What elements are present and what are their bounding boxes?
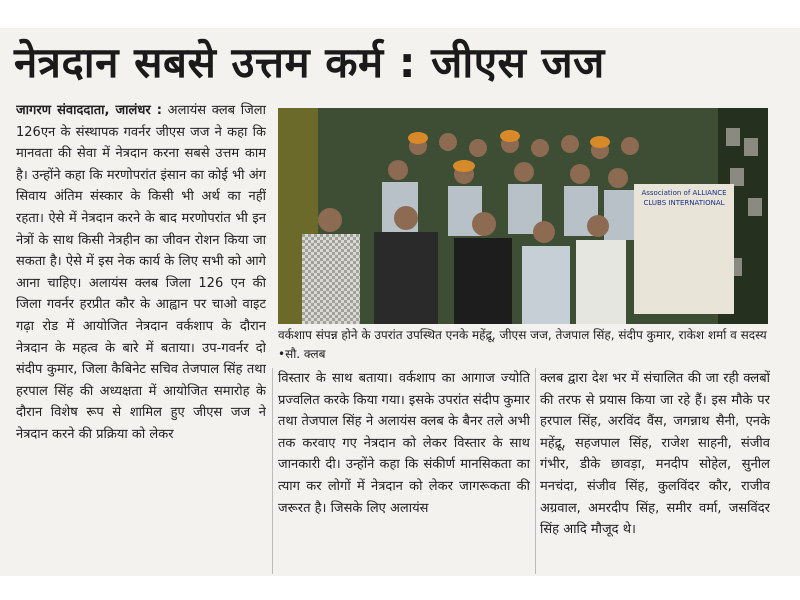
column-2-text: विस्तार के साथ बताया। वर्कशाप का आगाज ज्योति प्रज्वलित करके किया गया। इसके उपरांत संदीप कुमार तथा तेजपाल सिंह ने अलायंस क्लब के बैनर तले अभी तक करवाए गए नेत्रदान को लेकर विस्तार के साथ जानकारी दी। उन्होंने कहा कि संकीर्ण मानसिकता का त्याग कर लोगों में नेत्रदान को लेकर जागरूकता की जरूरत है। जिसके लिए अलायंस [278,371,530,516]
reporter-credit: जागरण संवाददाता, जालंधर : [16,103,162,118]
article-column-2 [278,368,530,574]
headline: नेत्रदान सबसे उत्तम कर्म : जीएस जज [14,38,605,87]
column-divider [535,368,536,574]
article-column-3 [540,368,770,574]
article-column-1 [16,100,266,574]
column-3-text: क्लब द्वारा देश भर में संचालित की जा रही क्लबों की तरफ से प्रयास किया जा रहे हैं। इस मौके पर हरपाल सिंह, अरविंद वैंस, जगन्नाथ सैनी, एनके महेंद्रू, सहजपाल सिंह, राजेश साहनी, संजीव गंभीर, डीके छावड़ा, मनदीप सोहेल, सुनील मनचंदा, संजीव सिंह, कुलविंदर कौर, राजीव अग्रवाल, अमरदीप सिंह, समीर वर्मा, जसविंदर सिंह आदि मौजूद थे। [540,371,770,538]
column-divider [272,368,273,574]
photo-caption: वर्कशाप संपन्न होने के उपरांत उपस्थित एनके महेंद्रू, जीएस जज, तेजपाल सिंह, संदीप कुमार, राकेश शर्मा व सदस्य •सौ. क्लब [278,328,767,361]
newspaper-clipping [0,28,800,576]
column-1-text: अलायंस क्लब जिला 126एन के संस्थापक गवर्नर जीएस जज ने कहा कि मानवता की सेवा में नेत्रदान करना सबसे उत्तम काम है। उन्होंने कहा कि मरणोपरांत इंसान का कोई भी अंग सिवाय अंतिम संस्कार के किसी भी अर्थ का नहीं रहता। ऐसे में नेत्रदान करने के बाद मरणोपरांत भी इन नेत्रों के साथ किसी नेत्रहीन का जीवन रोशन किया जा सकता है। ऐसे में इस नेक कार्य के लिए सभी को आगे आना चाहिए। अलायंस क्लब जिला 126 एन की जिला गवर्नर हरप्रीत कौर के आह्वान पर चाओ वाइट गढ़ा रोड में आयोजित नेत्रदान वर्कशाप के दौरान नेत्रदान के महत्व के बारे में बताया। उप-गवर्नर दो संदीप कुमार, जिला कैबिनेट सचिव तेजपाल सिंह तथा हरपाल सिंह की अध्यक्षता में आयोजित समारोह के दौरान विशेष रूप से शामिल हुए जीएस जज ने नेत्रदान करने की प्रक्रिया को लेकर [16,103,266,442]
group-photo [278,108,768,324]
alliance-club-banner: Association of ALLIANCE CLUBS INTERNATIONAL [634,184,734,314]
